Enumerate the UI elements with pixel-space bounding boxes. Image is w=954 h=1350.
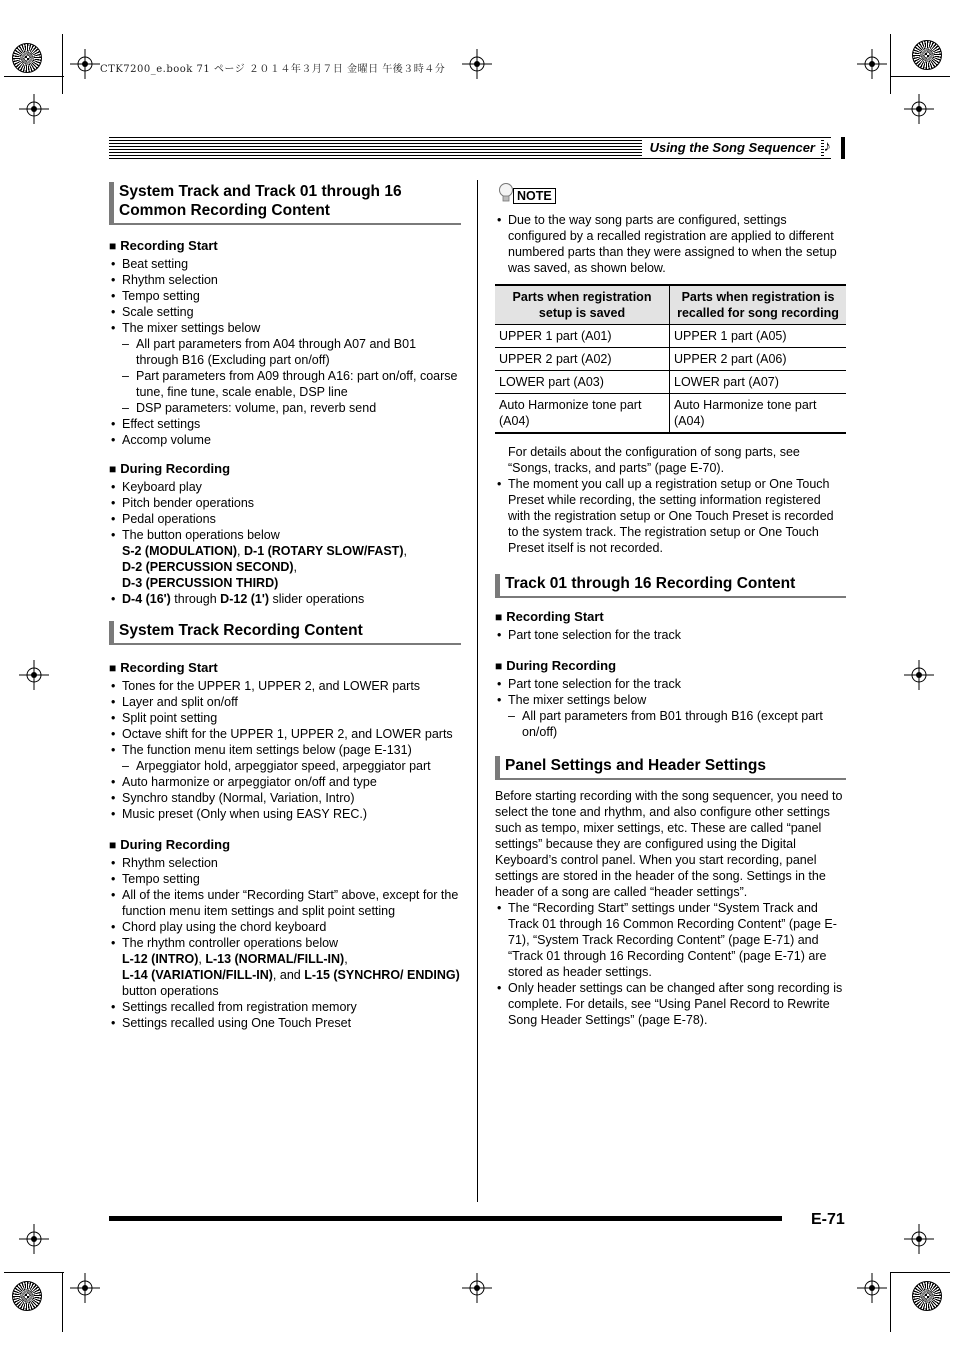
button-name: D-2 (PERCUSSION SECOND) xyxy=(122,560,294,574)
list-item: • Tempo setting xyxy=(109,871,461,887)
list-item-text: The function menu item settings below (page E-131) xyxy=(122,743,412,757)
list-item: • Chord play using the chord keyboard xyxy=(109,919,461,935)
list-item: • Layer and split on/off xyxy=(109,694,461,710)
registration-mark xyxy=(70,1273,100,1303)
crop-mark xyxy=(890,1272,950,1273)
list-item: • Settings recalled using One Touch Preset xyxy=(109,1015,461,1031)
table-header-row xyxy=(495,285,846,325)
list-item: • The moment you call up a registration setup or One Touch Preset while recording, the setting information registered with the registration setup or One Touch Preset is recorded to the system track. The registration setup or One Touch Preset itself is not recorded. xyxy=(495,476,846,556)
body-paragraph: Before starting recording with the song sequencer, you need to select the tone and rhythm, and also configure other settings such as tempo, mixer settings, etc. These are called “panel settings” because they are configured using the Digital Keyboard’s control panel. When you start recording, panel settings are stored in the header of the song. Settings in the header of a song are called “header settings”. xyxy=(495,789,843,899)
dash-item: – Arpeggiator hold, arpeggiator speed, arpeggiator part xyxy=(122,758,461,774)
button-name: L-12 (INTRO) xyxy=(122,952,199,966)
separator: , xyxy=(293,560,298,574)
registration-mark xyxy=(904,1224,934,1254)
list-item: • All of the items under “Recording Start” above, except for the function menu item settings and split point setting xyxy=(109,887,461,919)
list-item: • Split point setting xyxy=(109,710,461,726)
section-title: Track 01 through 16 Recording Content xyxy=(505,575,796,592)
subheading: ■ During Recording xyxy=(109,460,461,478)
list-item-text: The rhythm controller operations below xyxy=(122,936,339,950)
list-item: • Effect settings xyxy=(109,416,461,432)
table-cell: UPPER 1 part (A05) xyxy=(670,325,847,348)
button-name: L-14 (VARIATION/FILL-IN) xyxy=(122,968,273,982)
dash-item: – All part parameters from B01 through B16 (except part on/off) xyxy=(508,708,846,740)
music-note-icon: ♪ xyxy=(823,138,831,155)
list-item-text: The button operations below xyxy=(122,528,280,542)
separator: , xyxy=(403,544,407,558)
bullet-list xyxy=(495,676,846,740)
list-item-text: The mixer settings below xyxy=(122,321,261,335)
list-item: • Only header settings can be changed after song recording is complete. For details, see “Using Panel Record to Rewrite Song Header Settings” (page E-78). xyxy=(495,980,846,1028)
list-item xyxy=(495,692,846,740)
registration-mark xyxy=(462,49,492,79)
header-end-bar xyxy=(841,137,845,159)
table-cell: UPPER 1 part (A01) xyxy=(495,325,670,348)
bullet-list xyxy=(109,256,461,448)
dash-list xyxy=(508,708,846,740)
list-item xyxy=(109,742,461,774)
running-header-title: Using the Song Sequencer xyxy=(642,140,821,156)
separator: , xyxy=(237,544,244,558)
section-heading xyxy=(109,621,461,645)
section-title: System Track Recording Content xyxy=(119,622,363,639)
list-item xyxy=(109,935,461,999)
list-item-text: The mixer settings below xyxy=(508,693,647,707)
crop-mark xyxy=(890,1272,891,1332)
button-name: D-3 (PERCUSSION THIRD) xyxy=(122,576,279,590)
bullet-list xyxy=(109,678,461,822)
button-name: L-13 (NORMAL/FILL-IN) xyxy=(205,952,345,966)
list-item: • Tempo setting xyxy=(109,288,461,304)
list-item: • Tones for the UPPER 1, UPPER 2, and LOWER parts xyxy=(109,678,461,694)
list-item: • Auto harmonize or arpeggiator on/off and type xyxy=(109,774,461,790)
crop-mark xyxy=(4,1272,64,1273)
registration-mark xyxy=(904,94,934,124)
button-name: S-2 (MODULATION) xyxy=(122,544,238,558)
table-cell: Auto Harmonize tone part (A04) xyxy=(670,394,847,434)
list-item: • Rhythm selection xyxy=(109,855,461,871)
bullet-list xyxy=(109,855,461,1031)
registration-mark xyxy=(19,660,49,690)
list-item: • Accomp volume xyxy=(109,432,461,448)
list-item-text: through xyxy=(170,592,221,606)
table-cell: LOWER part (A03) xyxy=(495,371,670,394)
list-item xyxy=(109,591,461,607)
registration-mark xyxy=(70,49,100,79)
list-item: • Keyboard play xyxy=(109,479,461,495)
section-heading xyxy=(495,756,846,780)
table-cell: UPPER 2 part (A06) xyxy=(670,348,847,371)
crop-mark xyxy=(62,34,63,94)
table-cell: UPPER 2 part (A02) xyxy=(495,348,670,371)
dash-item: – Part parameters from A09 through A16: part on/off, coarse tune, fine tune, scale enable, DSP line xyxy=(122,368,461,400)
subheading: ■ Recording Start xyxy=(495,608,846,626)
list-item: • Part tone selection for the track xyxy=(495,627,846,643)
subheading: ■ During Recording xyxy=(109,836,461,854)
list-item: • Settings recalled from registration memory xyxy=(109,999,461,1015)
list-item xyxy=(109,527,461,591)
table-row xyxy=(495,325,846,348)
table-row xyxy=(495,348,846,371)
button-name: D-1 (ROTARY SLOW/FAST) xyxy=(244,544,404,558)
subheading: ■ During Recording xyxy=(495,657,846,675)
crop-mark xyxy=(4,76,64,77)
list-item: • Beat setting xyxy=(109,256,461,272)
list-item xyxy=(109,320,461,416)
section-heading xyxy=(109,182,461,225)
list-item: • Synchro standby (Normal, Variation, Intro) xyxy=(109,790,461,806)
separator: , xyxy=(344,952,348,966)
separator: , xyxy=(198,952,206,966)
subheading: ■ Recording Start xyxy=(109,237,461,255)
section-title: Panel Settings and Header Settings xyxy=(505,757,766,774)
list-item: • Pitch bender operations xyxy=(109,495,461,511)
registration-mark xyxy=(904,660,934,690)
table-header-cell: Parts when registration is recalled for song recording xyxy=(670,285,847,325)
list-item: • The “Recording Start” settings under “System Track and Track 01 through 16 Common Recording Content” (page E-71), “System Track Recording Content” (page E-71) and “Track 01 through 16 Recording Content” (page E-71) are stored as header settings. xyxy=(495,900,846,980)
bullet-list xyxy=(495,900,846,1028)
color-rosette-top-left xyxy=(12,43,42,73)
list-item: • Octave shift for the UPPER 1, UPPER 2, and LOWER parts xyxy=(109,726,461,742)
bullet-list xyxy=(495,476,846,556)
table-row xyxy=(495,371,846,394)
list-item: • Scale setting xyxy=(109,304,461,320)
crop-mark xyxy=(890,34,891,94)
registration-mark xyxy=(19,94,49,124)
list-item: • Pedal operations xyxy=(109,511,461,527)
list-item-text: slider operations xyxy=(269,592,365,606)
table-cell: Auto Harmonize tone part (A04) xyxy=(495,394,670,434)
note-header xyxy=(495,182,846,210)
note-paragraph: For details about the configuration of song parts, see “Songs, tracks, and parts” (page E-70). xyxy=(508,445,800,475)
table-header-cell: Parts when registration setup is saved xyxy=(495,285,670,325)
list-item: • Rhythm selection xyxy=(109,272,461,288)
slider-name: D-12 (1') xyxy=(220,592,269,606)
parts-table xyxy=(495,284,846,434)
crop-mark xyxy=(890,76,950,77)
separator: , and xyxy=(272,968,305,982)
print-slug: CTK7200_e.book 71 ページ ２０１４年３月７日 金曜日 午後３時４分 xyxy=(100,64,446,75)
color-rosette-bottom-right xyxy=(912,1281,942,1311)
registration-mark xyxy=(462,1273,492,1303)
list-item: • Part tone selection for the track xyxy=(495,676,846,692)
color-rosette-top-right xyxy=(912,40,942,70)
left-column xyxy=(109,182,461,1043)
note-label: NOTE xyxy=(513,188,556,204)
registration-mark xyxy=(19,1224,49,1254)
bullet-list xyxy=(109,479,461,607)
registration-mark xyxy=(857,49,887,79)
bullet-list xyxy=(495,212,846,276)
table-row xyxy=(495,394,846,434)
running-header xyxy=(109,137,845,159)
section-title: System Track and Track 01 through 16 Common Recording Content xyxy=(119,183,402,219)
list-item: • Music preset (Only when using EASY REC.) xyxy=(109,806,461,822)
color-rosette-bottom-left xyxy=(12,1281,42,1311)
dash-item: – All part parameters from A04 through A07 and B01 through B16 (Excluding part on/off) xyxy=(122,336,461,368)
crop-mark xyxy=(62,1272,63,1332)
column-divider xyxy=(477,180,478,1202)
list-item-text: button operations xyxy=(122,984,219,998)
dash-list xyxy=(122,336,461,416)
registration-mark xyxy=(857,1273,887,1303)
subheading: ■ Recording Start xyxy=(109,659,461,677)
bullet-list xyxy=(495,627,846,643)
section-heading xyxy=(495,574,846,598)
table-cell: LOWER part (A07) xyxy=(670,371,847,394)
slider-name: D-4 (16') xyxy=(122,592,171,606)
footer-rule xyxy=(109,1216,782,1221)
dash-list xyxy=(122,758,461,774)
page-number: E-71 xyxy=(811,1211,845,1228)
button-name: L-15 (SYNCHRO/ ENDING) xyxy=(304,968,460,982)
right-column xyxy=(495,182,846,1040)
dash-item: – DSP parameters: volume, pan, reverb send xyxy=(122,400,461,416)
list-item: • Due to the way song parts are configured, settings configured by a recalled registration are applied to different numbered parts than they were assigned to when the setup was saved, as shown below. xyxy=(495,212,846,276)
